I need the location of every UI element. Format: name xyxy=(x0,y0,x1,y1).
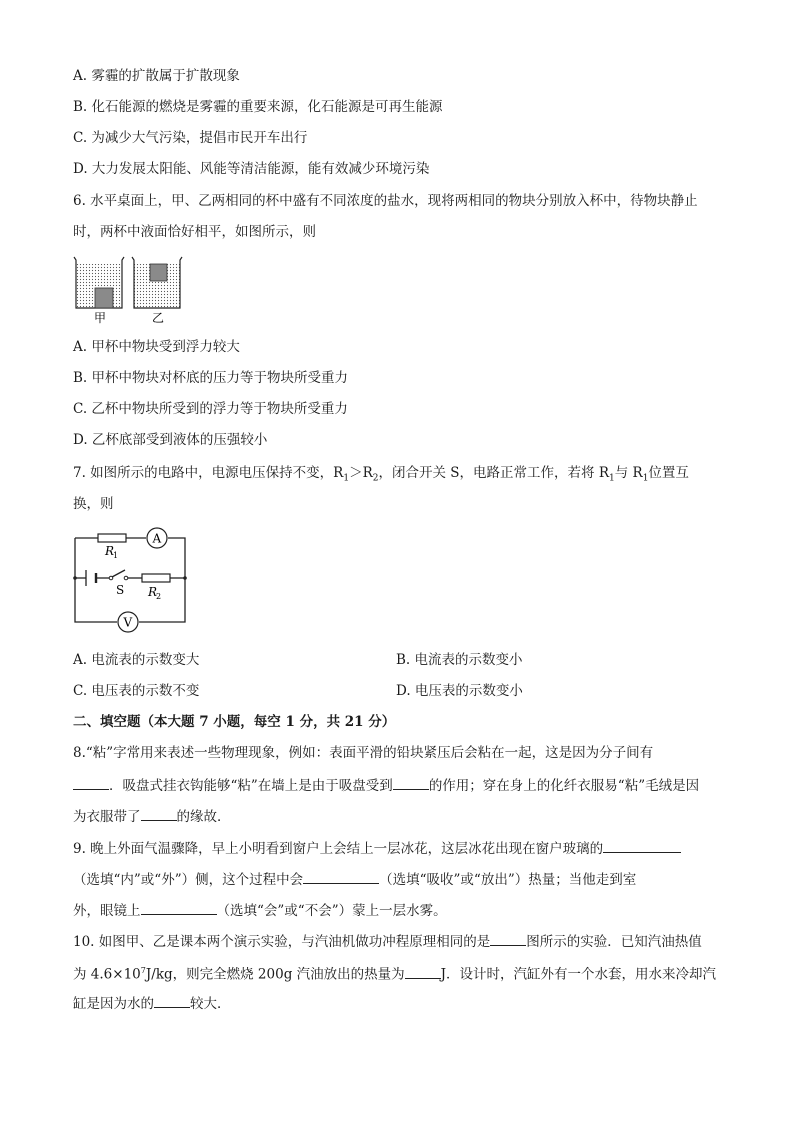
r2-label: R xyxy=(148,585,158,599)
answer-blank[interactable] xyxy=(405,964,441,979)
q7-stem-mid: ，闭合开关 S，电路正常工作，若将 R xyxy=(378,465,609,481)
q10-exponent: 7 xyxy=(140,966,146,975)
switch-label: S xyxy=(116,583,125,597)
q7-option-d: D. 电压表的示数变小 xyxy=(396,683,523,699)
switch-contact xyxy=(124,576,128,580)
answer-blank[interactable] xyxy=(141,900,217,915)
q6-stem-line2: 时，两杯中液面恰好相平，如图所示，则 xyxy=(73,224,316,240)
q10-line2-text-a: 为 4.6×10 xyxy=(73,966,141,983)
q9-line1-text: 9. 晚上外面气温骤降，早上小明看到窗户上会结上一层冰花，这层冰花出现在窗户玻璃的 xyxy=(73,841,604,857)
q5-option-b: B. 化石能源的燃烧是雾霾的重要来源，化石能源是可再生能源 xyxy=(73,99,443,115)
q9-line3-text-a: 外，眼镜上 xyxy=(73,903,141,919)
q7-stem-and: 与 R xyxy=(614,465,643,481)
q7-stem-line2: 换，则 xyxy=(73,496,114,512)
block-yi xyxy=(150,264,167,281)
q10-line1-text-a: 10. 如图甲、乙是课本两个演示实验，与汽油机做功冲程原理相同的是 xyxy=(73,934,491,950)
q8-line2 xyxy=(73,775,699,795)
q10-line3 xyxy=(73,993,231,1013)
q9-line2-text-a: （选填“内”或“外”）侧，这个过程中会 xyxy=(73,872,304,888)
q7-stem-end: 位置互 xyxy=(648,465,689,481)
q10-line3-text-b: 较大． xyxy=(190,996,231,1012)
q9-line2 xyxy=(73,869,636,889)
cup-label-jia: 甲 xyxy=(94,311,107,325)
cup-jia xyxy=(74,257,124,308)
q7-stem-pre: 7. 如图所示的电路中，电源电压保持不变，R xyxy=(73,465,344,481)
q10-line3-text-a: 缸是因为水的 xyxy=(73,996,154,1012)
q7-gt: ＞R xyxy=(349,465,373,481)
q10-line1-text-b: 图所示的实验．已知汽油热值 xyxy=(526,934,702,950)
cup-yi xyxy=(132,257,182,308)
answer-blank[interactable] xyxy=(141,806,177,821)
q10-line2-text-c: J．设计时，汽缸外有一个水套，用水来冷却汽 xyxy=(440,966,717,983)
voltmeter-label: V xyxy=(123,615,133,630)
answer-blank[interactable] xyxy=(393,775,429,790)
junction-dot-left xyxy=(73,576,77,580)
answer-blank[interactable] xyxy=(303,869,379,884)
answer-blank[interactable] xyxy=(73,775,109,790)
q10-line2-text-b: J/kg，则完全燃烧 200g 汽油放出的热量为 xyxy=(145,966,405,983)
q5-option-d: D. 大力发展太阳能、风能等清洁能源，能有效减少环境污染 xyxy=(73,161,430,177)
q7-sub2: 2 xyxy=(372,473,379,484)
junction-dot-right xyxy=(183,576,187,580)
q10-line2 xyxy=(73,962,716,984)
answer-blank[interactable] xyxy=(154,993,190,1008)
q7-option-b: B. 电流表的示数变小 xyxy=(396,652,523,668)
q7-sub3: 1 xyxy=(608,473,615,484)
cup-label-yi: 乙 xyxy=(152,311,165,325)
q10-line1 xyxy=(73,931,702,951)
q6-option-c: C. 乙杯中物块所受到的浮力等于物块所受重力 xyxy=(73,401,348,417)
q7-stem-line1 xyxy=(73,464,689,488)
r1-label: R xyxy=(105,544,115,558)
q8-line2-text-a: ．吸盘式挂衣钩能够“粘”在墙上是由于吸盘受到 xyxy=(109,778,393,794)
q9-line3-text-b: （选填“会”或“不会”）蒙上一层水雾。 xyxy=(216,903,447,919)
answer-blank[interactable] xyxy=(603,838,681,853)
q7-sub4: 1 xyxy=(642,473,649,484)
q9-line1 xyxy=(73,838,681,858)
q7-option-c: C. 电压表的示数不变 xyxy=(73,683,200,699)
q7-sub1: 1 xyxy=(343,473,350,484)
block-jia xyxy=(95,288,113,308)
ammeter-label: A xyxy=(152,531,162,546)
q6-option-b: B. 甲杯中物块对杯底的压力等于物块所受重力 xyxy=(73,370,349,386)
q6-cups-figure xyxy=(70,254,190,326)
q8-line1: 8.“粘”字常用来表述一些物理现象，例如：表面平滑的铅块紧压后会粘在一起，这是因为分子间有 xyxy=(73,745,654,761)
q6-stem-line1: 6. 水平桌面上，甲、乙两相同的杯中盛有不同浓度的盐水，现将两相同的物块分别放入杯中，待物块静止 xyxy=(73,193,698,209)
q6-option-a: A. 甲杯中物块受到浮力较大 xyxy=(73,339,240,355)
r1-label-sub: 1 xyxy=(113,551,119,560)
q7-option-a: A. 电流表的示数变大 xyxy=(73,652,200,668)
q7-circuit-diagram xyxy=(68,524,198,636)
q6-option-d: D. 乙杯底部受到液体的压强较小 xyxy=(73,432,268,448)
switch-lever-icon xyxy=(112,570,125,577)
q8-line3-text-a: 为衣服带了 xyxy=(73,809,141,825)
q9-line3 xyxy=(73,900,447,920)
q8-line2-text-b: 的作用；穿在身上的化纤衣服易“粘”毛绒是因 xyxy=(428,778,700,794)
q8-line3-text-b: 的缘故． xyxy=(176,809,231,825)
answer-blank[interactable] xyxy=(490,931,526,946)
q9-line2-text-b: （选填“吸收”或“放出”）热量；当他走到室 xyxy=(379,872,637,888)
q5-option-a: A. 雾霾的扩散属于扩散现象 xyxy=(73,68,240,84)
q5-option-c: C. 为减少大气污染，提倡市民开车出行 xyxy=(73,130,308,146)
resistor-r1 xyxy=(98,534,126,542)
resistor-r2 xyxy=(142,574,170,582)
section-heading: 二、填空题（本大题 7 小题，每空 1 分，共 21 分） xyxy=(73,714,396,730)
q8-line3 xyxy=(73,806,231,826)
r2-label-sub: 2 xyxy=(156,592,162,601)
